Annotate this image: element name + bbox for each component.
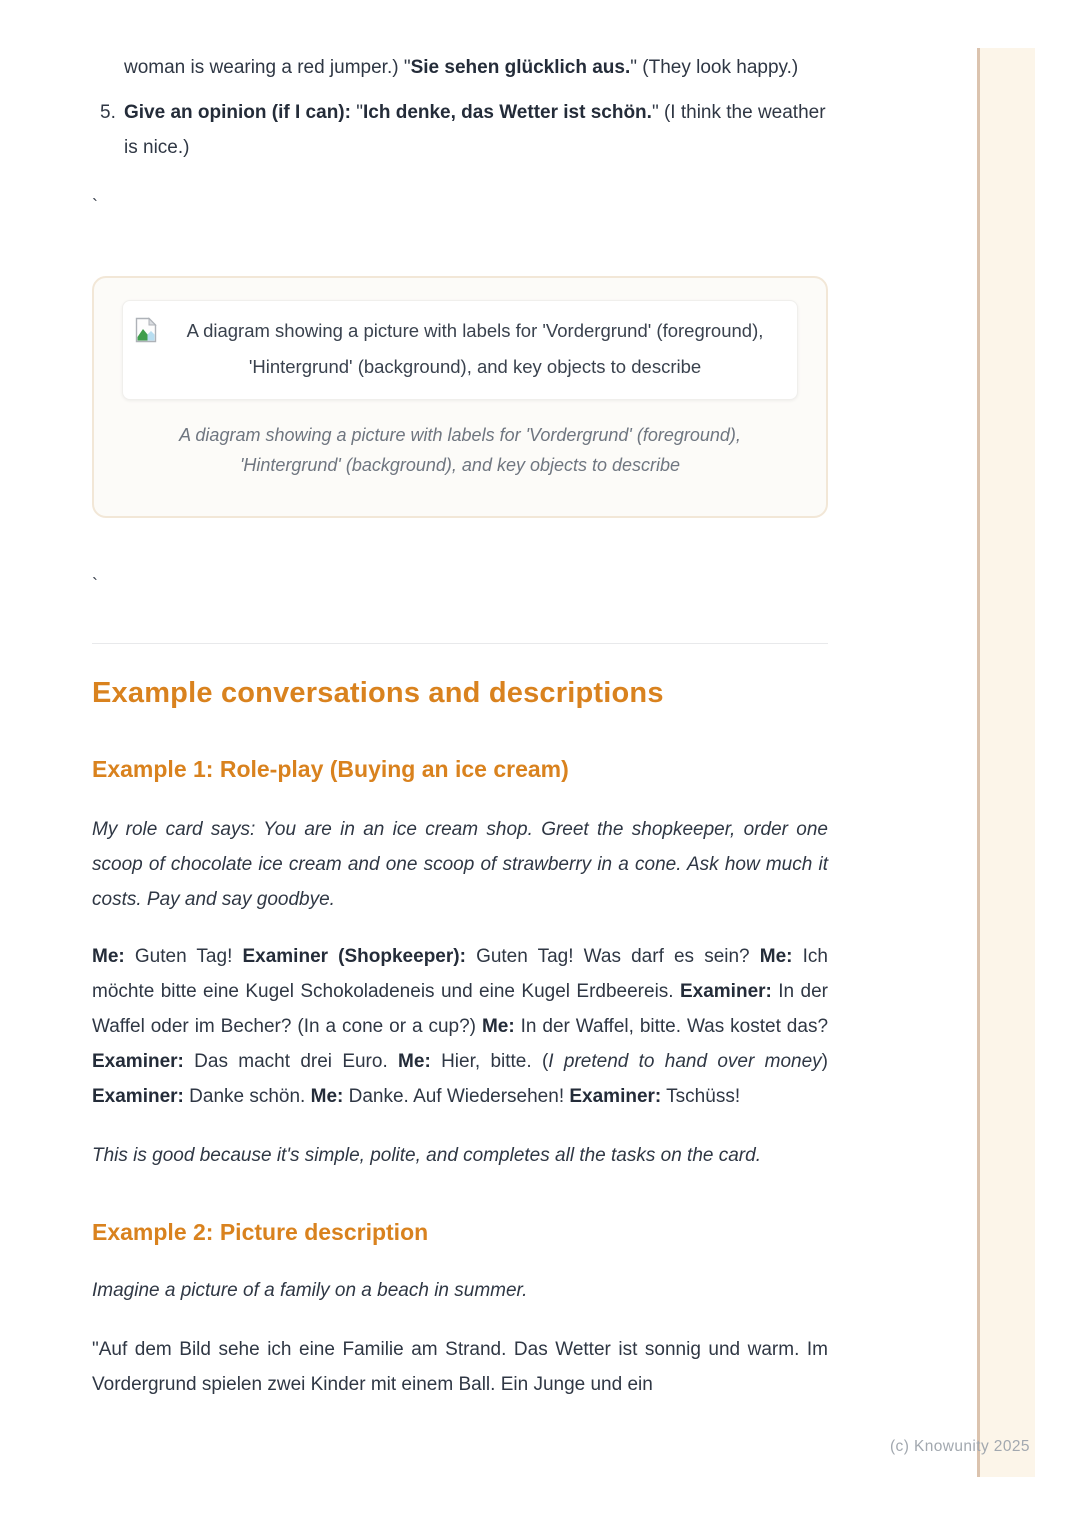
document-content — [92, 0, 828, 1402]
stray-backtick-1: ` — [92, 196, 98, 216]
stray-backtick-2: ` — [92, 575, 98, 595]
image-alt-text: A diagram showing a picture with labels for 'Vordergrund' (foreground), 'Hintergrund' (background), and key objects to describe — [186, 320, 764, 377]
list-item-5-number: 5. — [100, 102, 116, 123]
figure-card — [92, 276, 828, 518]
example2-heading: Example 2: Picture description — [92, 1219, 429, 1245]
broken-image-placeholder — [122, 300, 798, 400]
watermark: (c) Knowunity 2025 — [890, 1438, 1030, 1455]
list-item-5-text: Give an opinion (if I can): "Ich denke, das Wetter ist schön." (I think the weather is nice.) — [124, 102, 826, 158]
list-item-4-continuation: woman is wearing a red jumper.) "Sie sehen glücklich aus." (They look happy.) — [124, 57, 799, 78]
broken-image-icon — [135, 317, 157, 348]
example1-comment: This is good because it's simple, polite, and completes all the tasks on the card. — [92, 1145, 761, 1166]
list-item-5 — [92, 95, 828, 165]
page-edge-bar — [977, 48, 1035, 1477]
main-heading: Example conversations and descriptions — [92, 677, 664, 709]
example1-dialogue: Me: Guten Tag! Examiner (Shopkeeper): Guten Tag! Was darf es sein? Me: Ich möchte bitte eine Kugel Schokoladeneis und eine Kugel Erdbeereis. Examiner: In der Waffel oder im Becher? (In a cone or a cup?) Me: In der Waffel, bitte. Was kostet das? Examiner: Das macht drei Euro. Me: Hier, bitte. (I pretend to hand over money) Examiner: Danke schön. Me: Danke. Auf Wiedersehen! Examiner: Tschüss! — [92, 946, 829, 1107]
example2-intro: Imagine a picture of a family on a beach in summer. — [92, 1280, 528, 1301]
example1-heading: Example 1: Role-play (Buying an ice cream) — [92, 756, 569, 782]
example2-description: "Auf dem Bild sehe ich eine Familie am Strand. Das Wetter ist sonnig und warm. Im Vordergrund spielen zwei Kinder mit einem Ball. Ein Junge und ein — [92, 1339, 828, 1395]
figure-caption: A diagram showing a picture with labels for 'Vordergrund' (foreground), 'Hintergrund' (background), and key objects to describe — [179, 425, 741, 475]
section-divider — [92, 643, 828, 644]
example1-role-card: My role card says: You are in an ice cream shop. Greet the shopkeeper, order one scoop of chocolate ice cream and one scoop of strawberry in a cone. Ask how much it costs. Pay and say goodbye. — [92, 819, 828, 910]
